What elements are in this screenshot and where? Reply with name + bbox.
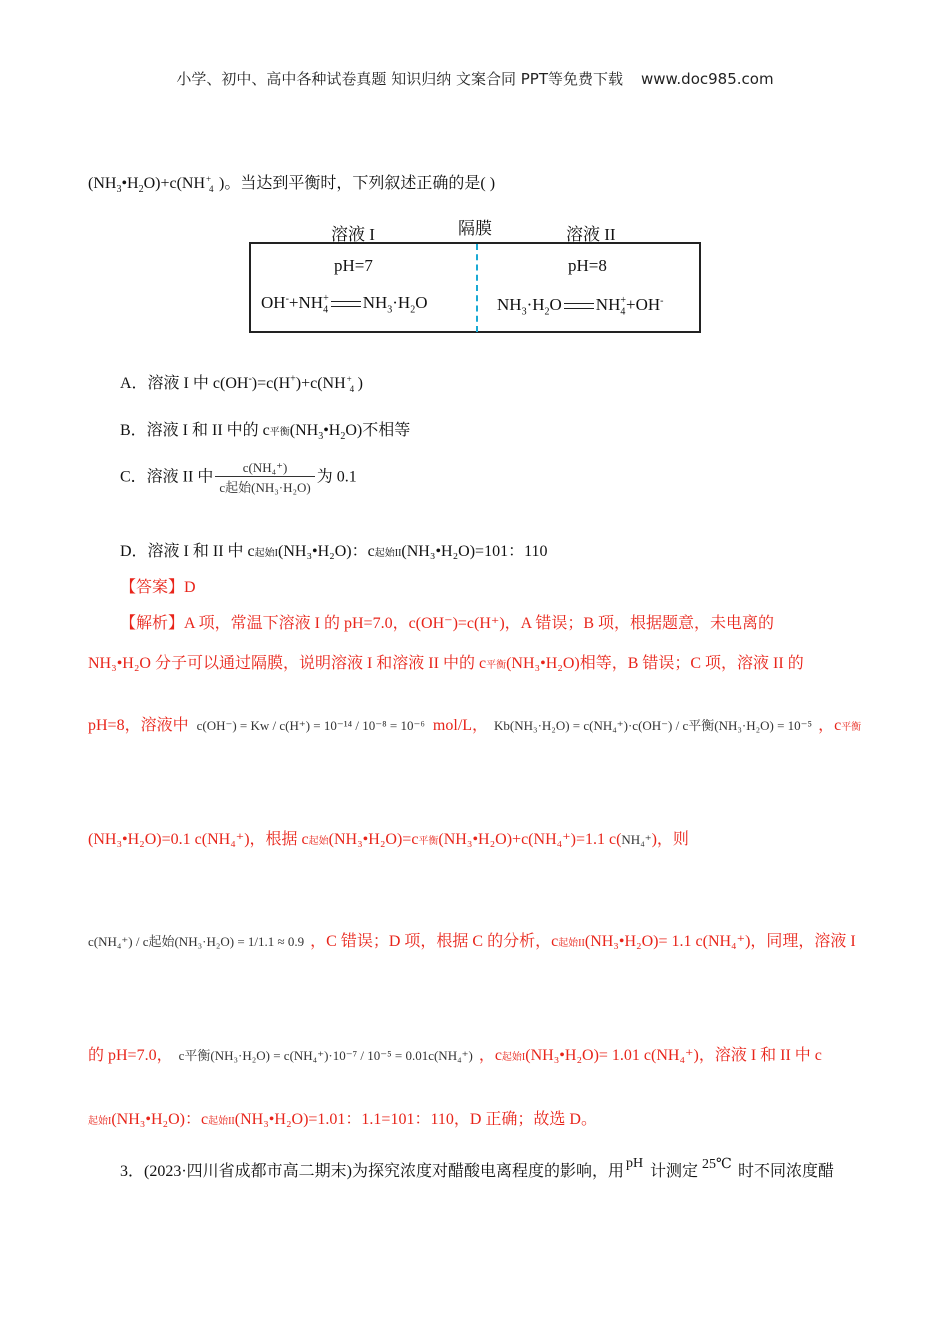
analysis-line-5: c(NH₄⁺) / c起始(NH₃·H₂O) = 1/1.1 ≈ 0.9 ，C 错误；D 项，根据 C 的分析，c起始II(NH₃•H₂O)= 1.1 c(NH₄⁺)，同理，溶液 I bbox=[88, 933, 856, 950]
diagram-left-title: 溶液 I bbox=[331, 225, 375, 244]
formula-ratio: c(NH₄⁺) / c起始(NH₃·H₂O) = 1/1.1 ≈ 0.9 bbox=[88, 934, 305, 949]
option-a: A．溶液 I 中 c(OH-)=c(H+)+c(NH + 4 ) bbox=[120, 373, 363, 394]
analysis-line-1: 【解析】A 项，常温下溶液 I 的 pH=7.0，c(OH⁻)=c(H⁺)，A 错误；B 项，根据题意，未电离的 bbox=[120, 615, 775, 632]
analysis-line-4: (NH₃•H₂O)=0.1 c(NH₄⁺)，根据 c起始(NH₃•H₂O)=c平衡(NH₃•H₂O)+c(NH₄⁺)=1.1 c(NH₄⁺)，则 bbox=[88, 831, 689, 848]
formula-eq-nh3: c平衡(NH₃·H₂O) = c(NH₄⁺)·10⁻⁷ / 10⁻⁵ = 0.01c(NH₄⁺) bbox=[178, 1048, 473, 1063]
option-b: B．溶液 I 和 II 中的 c平衡$(NH_3•H_2O)$不相等 bbox=[120, 422, 411, 443]
equilibrium-arrow-icon bbox=[331, 300, 361, 308]
analysis-line-3: pH=8，溶液中 c(OH⁻) = Kw / c(H⁺) = 10⁻¹⁴ / 10⁻⁸ = 10⁻⁶ mol/L， Kb(NH₃·H₂O) = c(NH₄⁺)·c(OH⁻) / c平衡(NH₃·H₂O) = 10⁻⁵ ，c平衡 bbox=[88, 717, 862, 734]
diagram-box bbox=[249, 242, 701, 333]
question-stem: $(NH_3•H_2O)+c(NH$ + 4 )。当达到平衡时，下列叙述正确的是( ) bbox=[88, 174, 496, 196]
left-equilibrium: $OH^-+NH_4^+$ $NH_3\cdot H_2O$ bbox=[261, 293, 428, 316]
analysis-line-2: NH₃•H₂O 分子可以通过隔膜，说明溶液 I 和溶液 II 中的 c平衡(NH₃•H₂O)相等，B 错误；C 项，溶液 II 的 bbox=[88, 655, 804, 672]
analysis-line-7: 起始I(NH₃•H₂O)：c起始II(NH₃•H₂O)=1.01：1.1=101：110，D 正确；故选 D。 bbox=[88, 1111, 597, 1128]
header-site: www.doc985.com bbox=[640, 70, 774, 88]
header-text: 小学、初中、高中各种试卷真题 知识归纳 文案合同 PPT等免费下载 bbox=[176, 70, 623, 88]
right-equilibrium: $NH_3\cdot H_2O$ $NH_4^++OH^-$ bbox=[497, 295, 664, 318]
left-ph: pH=7 bbox=[334, 256, 373, 275]
membrane-divider bbox=[476, 244, 478, 332]
equilibrium-arrow-icon bbox=[564, 302, 594, 310]
analysis-line-6: 的 pH=7.0， c平衡(NH₃·H₂O) = c(NH₄⁺)·10⁻⁷ / 10⁻⁵ = 0.01c(NH₄⁺) ，c起始I(NH₃•H₂O)= 1.01 c(NH₄⁺)，溶液 I 和 II 中 c bbox=[88, 1047, 822, 1064]
diagram-membrane-label: 隔膜 bbox=[458, 219, 492, 238]
option-d: D．溶液 I 和 II 中 c起始I(NH₃•H₂O)：c起始II(NH₃•H₂O)=101：110 bbox=[120, 543, 548, 560]
option-c-fraction: $\frac{\text{c(NH₄⁺)}}{\text{c起始(NH₃·H₂O)}}$ bbox=[215, 460, 314, 496]
diagram-right-title: 溶液 II bbox=[566, 225, 616, 244]
right-ph: pH=8 bbox=[568, 256, 607, 275]
question-3: 3．(2023·四川省成都市高二期末)为探究浓度对醋酸电离程度的影响，用 pH 计测定 25℃ 时不同浓度醋 bbox=[120, 1156, 835, 1180]
page-header bbox=[0, 68, 950, 89]
answer: 【答案】D bbox=[120, 579, 196, 596]
option-c: C．溶液 II 中 $\frac{\text{c(NH₄⁺)}}{\text{c起始(NH₃·H₂O)}}$ 为 0.1 bbox=[120, 460, 357, 495]
formula-oh: c(OH⁻) = Kw / c(H⁺) = 10⁻¹⁴ / 10⁻⁸ = 10⁻⁶ bbox=[196, 718, 425, 733]
formula-kb: Kb(NH₃·H₂O) = c(NH₄⁺)·c(OH⁻) / c平衡(NH₃·H₂O) = 10⁻⁵ bbox=[494, 718, 813, 733]
